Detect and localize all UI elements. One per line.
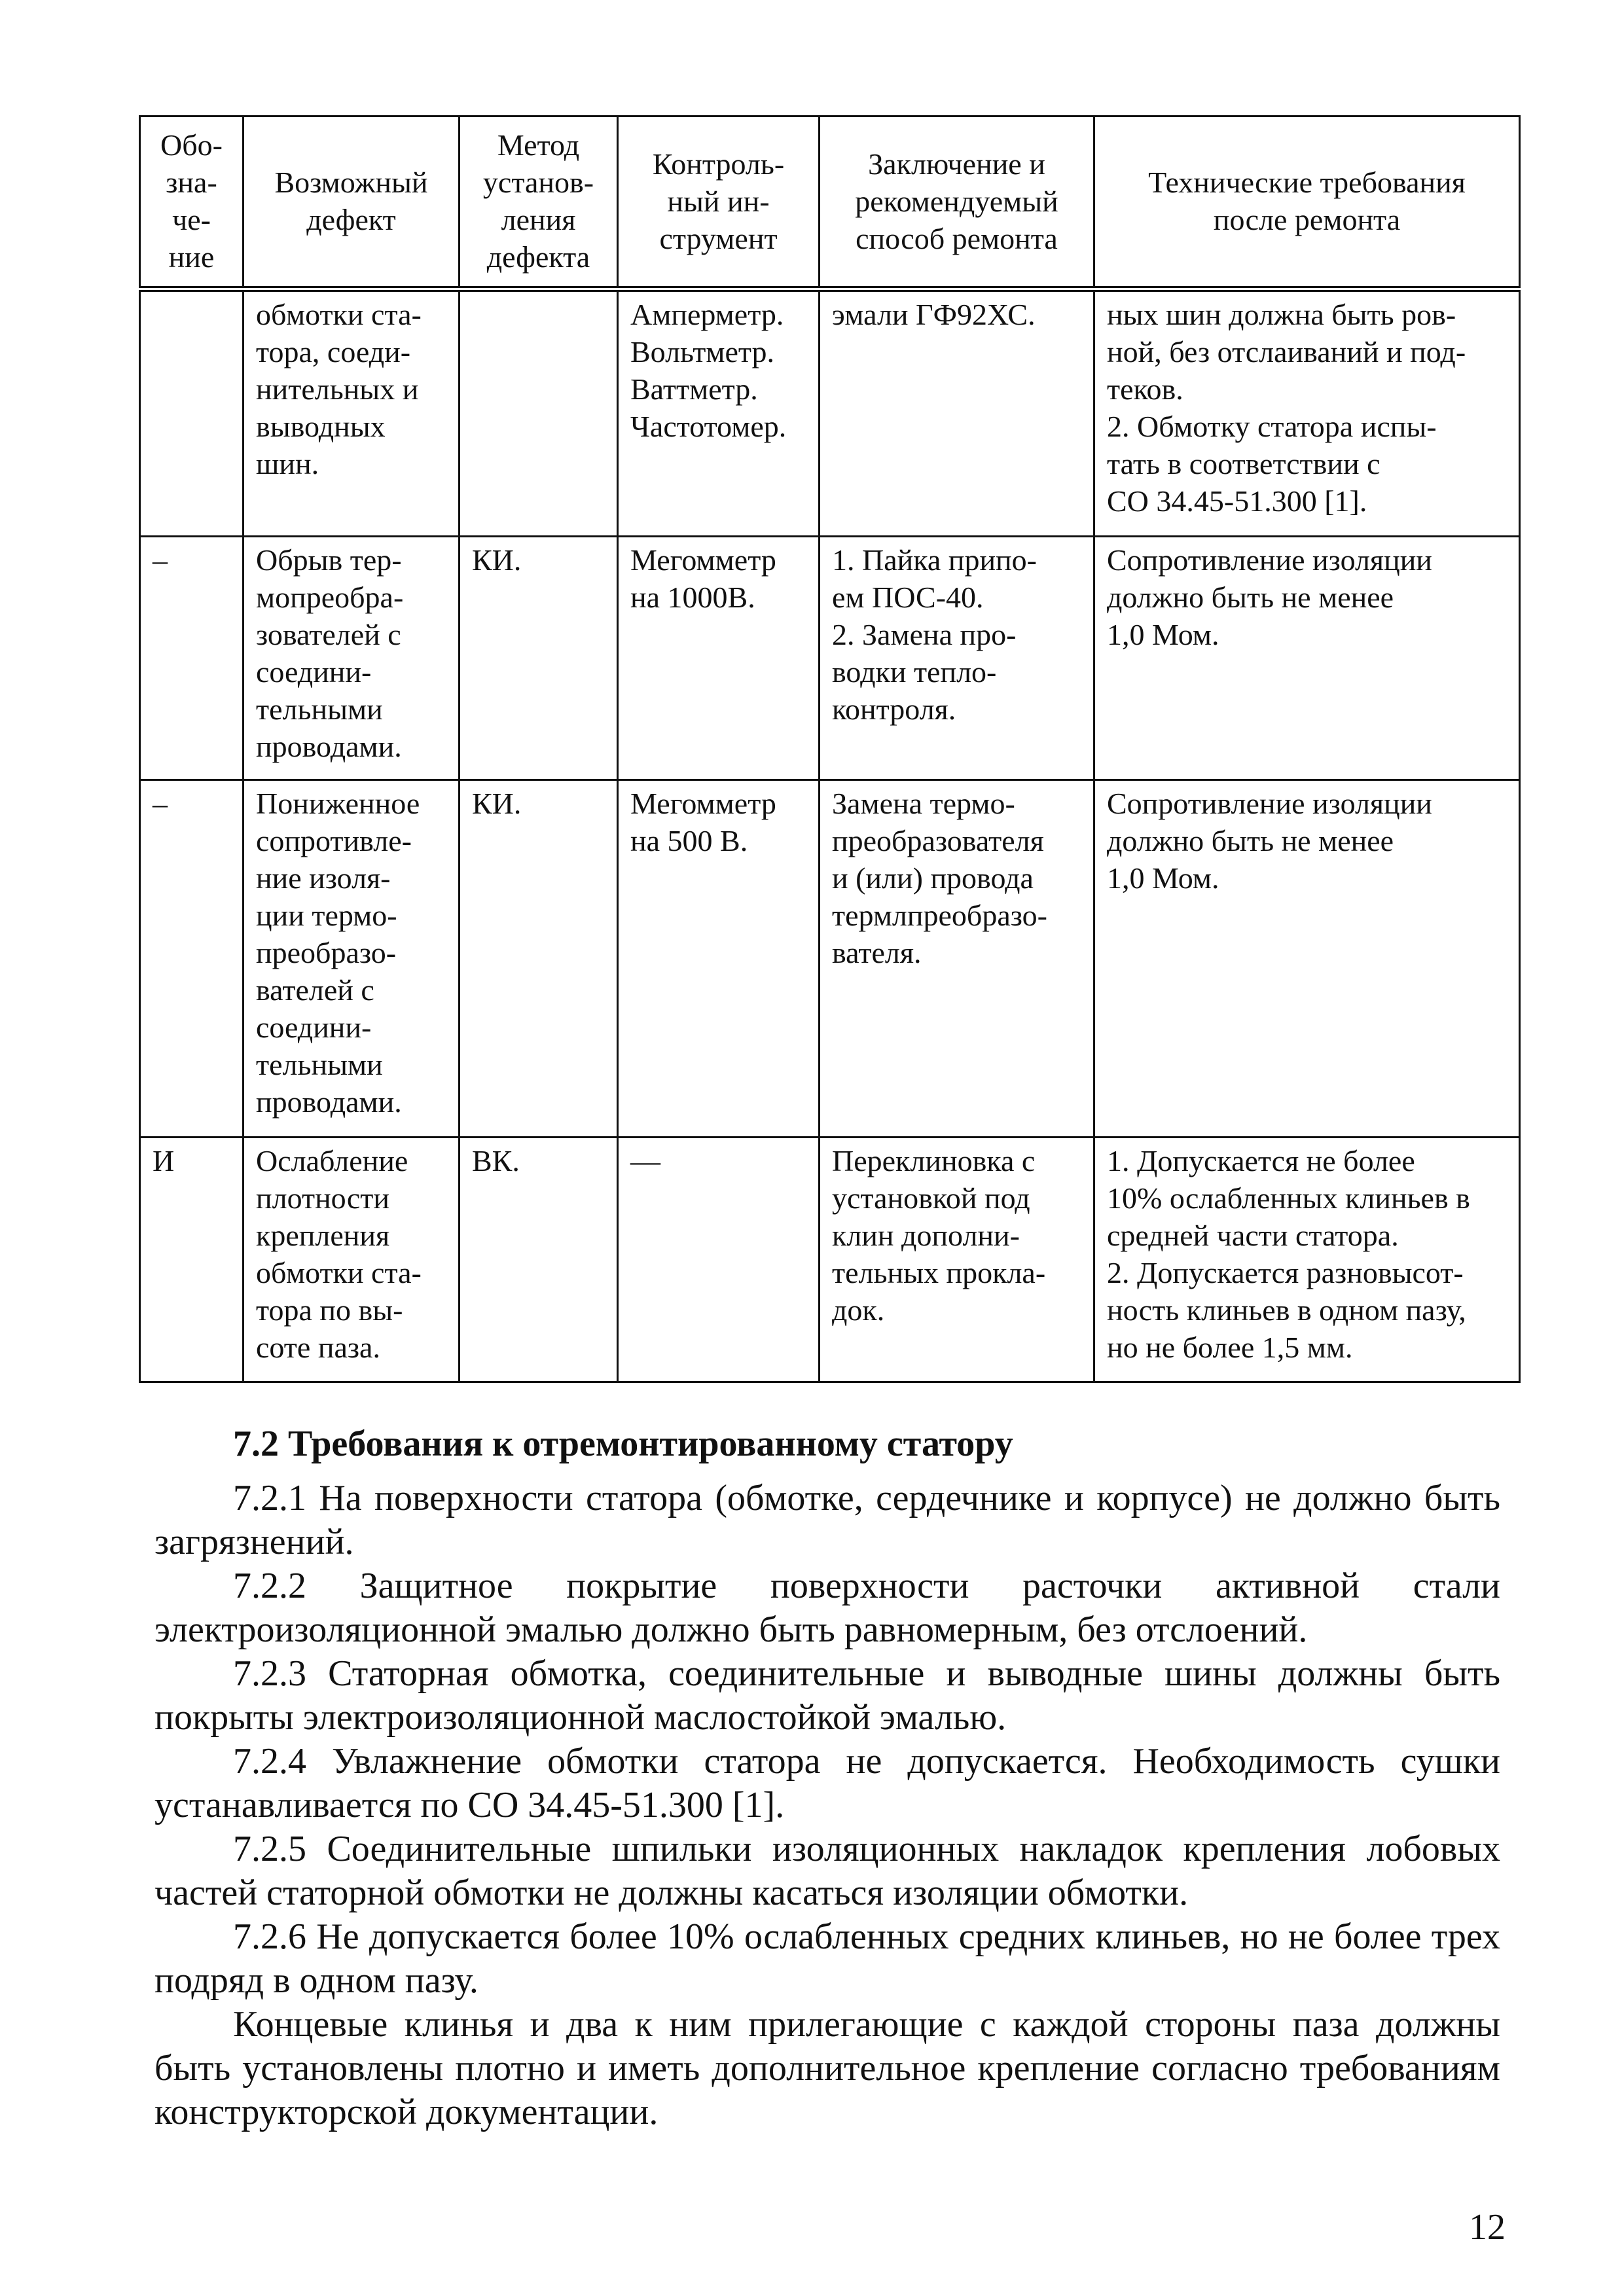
defects-table xyxy=(139,115,1521,1383)
table-cell: 1. Пайка припо- ем ПОС-40. 2. Замена про- водки тепло- контроля. xyxy=(820,537,1094,780)
table-cell: Переклиновка с установкой под клин дополни- тельных прокла- док. xyxy=(820,1138,1094,1382)
table-cell: ных шин должна быть ров- ной, без отслаиваний и под- теков. 2. Обмотку статора испы- тать в соответствии с СО 34.45-51.300 [1]. xyxy=(1094,289,1520,537)
table-cell: КИ. xyxy=(460,537,618,780)
table-cell: Ослабление плотности крепления обмотки ста- тора по вы- соте паза. xyxy=(244,1138,460,1382)
table-cell: Замена термо- преобразователя и (или) провода термлпреобразо- вателя. xyxy=(820,780,1094,1138)
table-cell: обмотки ста- тора, соеди- нительных и выводных шин. xyxy=(244,289,460,537)
table-cell: Мегомметр на 1000В. xyxy=(618,537,820,780)
table-cell: Мегомметр на 500 В. xyxy=(618,780,820,1138)
header-designation: Обо- зна- че- ние xyxy=(140,117,244,289)
paragraph-end-wedges: Концевые клинья и два к ним прилегающие с каждой стороны паза должны быть установлены плотно и иметь дополнительное крепление согласно требованиям конструкторской документации. xyxy=(154,2004,1500,2132)
table-header-row xyxy=(140,117,1520,289)
paragraph-7-2-1: 7.2.1 На поверхности статора (обмотке, сердечнике и корпусе) не должно быть загрязнений. xyxy=(154,1478,1500,1562)
paragraph-7-2-5: 7.2.5 Соединительные шпильки изоляционных накладок крепления лобовых частей статорной обмотки не должны касаться изоляции обмотки. xyxy=(154,1829,1500,1913)
table-cell: – xyxy=(140,537,244,780)
table-cell xyxy=(140,289,244,537)
table-cell: КИ. xyxy=(460,780,618,1138)
header-detection-method: Метод установ- ления дефекта xyxy=(460,117,618,289)
table-cell: Сопротивление изоляции должно быть не менее 1,0 Мом. xyxy=(1094,780,1520,1138)
table-row xyxy=(140,1138,1520,1382)
table-cell: – xyxy=(140,780,244,1138)
table-cell: Обрыв тер- мопреобра- зователей с соедини- тельными проводами. xyxy=(244,537,460,780)
table-cell: ВК. xyxy=(460,1138,618,1382)
table-cell: Пониженное сопротивле- ние изоля- ции термо- преобразо- вателей с соедини- тельными проводами. xyxy=(244,780,460,1138)
table-cell: эмали ГФ92ХС. xyxy=(820,289,1094,537)
table-cell: И xyxy=(140,1138,244,1382)
paragraph-7-2-2: 7.2.2 Защитное покрытие поверхности расточки активной стали электроизоляционной эмалью должно быть равномерным, без отслоений. xyxy=(154,1566,1500,1650)
section-7-2 xyxy=(154,1420,1500,2134)
table-row xyxy=(140,780,1520,1138)
table-cell: 1. Допускается не более 10% ослабленных клиньев в средней части статора. 2. Допускается разновысот- ность клиньев в одном пазу, но не более 1,5 мм. xyxy=(1094,1138,1520,1382)
header-technical-requirements: Технические требования после ремонта xyxy=(1094,117,1520,289)
header-conclusion-repair: Заключение и рекомендуемый способ ремонта xyxy=(820,117,1094,289)
table-cell: — xyxy=(618,1138,820,1382)
table-cell xyxy=(460,289,618,537)
paragraph-7-2-4: 7.2.4 Увлажнение обмотки статора не допускается. Необходимость сушки устанавливается по СО 34.45-51.300 [1]. xyxy=(154,1741,1500,1825)
paragraph-7-2-6: 7.2.6 Не допускается более 10% ослабленных средних клиньев, но не более трех подряд в одном пазу. xyxy=(154,1916,1500,2001)
page-number: 12 xyxy=(1469,2207,1506,2248)
table-row xyxy=(140,537,1520,780)
paragraph-7-2-3: 7.2.3 Статорная обмотка, соединительные и выводные шины должны быть покрыты электроизоляционной маслостойкой эмалью. xyxy=(154,1653,1500,1738)
table-cell: Сопротивление изоляции должно быть не менее 1,0 Мом. xyxy=(1094,537,1520,780)
table-row xyxy=(140,289,1520,537)
section-heading: 7.2 Требования к отремонтированному статору xyxy=(233,1424,1013,1464)
header-control-instrument: Контроль- ный ин- струмент xyxy=(618,117,820,289)
table-cell: Амперметр. Вольтметр. Ваттметр. Частотомер. xyxy=(618,289,820,537)
header-possible-defect: Возможный дефект xyxy=(244,117,460,289)
